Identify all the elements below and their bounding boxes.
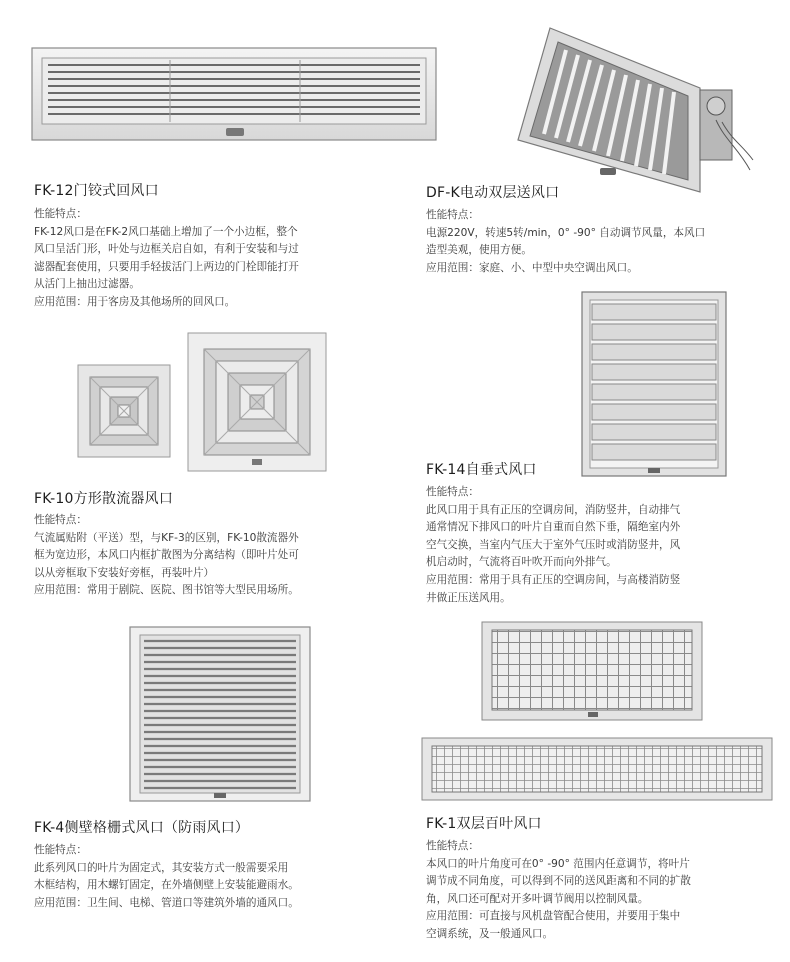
fk12-line: 应用范围：用于客房及其他场所的回风口。: [34, 295, 236, 308]
fk14-line: 应用范围：常用于具有正压的空调房间，与高楼消防竖: [426, 573, 681, 586]
fk10-line: 框为宽边形，本风口内框扩散图为分离结构（即叶片处可: [34, 549, 299, 562]
fk10-line: 气流属贴附（平送）型，与KF-3的区别，FK-10散流器外: [34, 531, 299, 544]
fk14-title: FK-14自垂式风口: [426, 462, 537, 478]
dfk-line: 电源220V，转速5转/min，0° -90° 自动调节风量，本风口: [426, 226, 706, 239]
fk14-line: 空气交换，当室内气压大于室外气压时或消防竖井，风: [426, 538, 681, 551]
fk14-line: 此风口用于具有正压的空调房间，消防竖井，自动排气: [426, 503, 681, 516]
fk12-line: 风口呈活门形，叶处与边框关启自如，有利于安装和与过: [34, 243, 299, 256]
fk10-description: [34, 512, 389, 600]
dfk-line: 性能特点：: [426, 209, 479, 221]
dfk-title: DF-K电动双层送风口: [426, 185, 560, 201]
fk1-line: 性能特点：: [426, 840, 479, 852]
fk12-title: FK-12门铰式回风口: [34, 183, 159, 199]
fk10-line: 应用范围：常用于剧院、医院、图书馆等大型民用场所。: [34, 584, 299, 597]
fk1-title: FK-1双层百叶风口: [426, 816, 542, 832]
fk1-description: [426, 838, 781, 944]
fk1-line: 角，风口还可配对开多叶调节阀用以控制风量。: [426, 892, 649, 905]
fk1-line: 本风口的叶片角度可在0° -90° 范围内任意调节，将叶片: [426, 857, 690, 870]
fk14-line: 通常情况下排风口的叶片自重而自然下垂，隔绝室内外: [426, 521, 681, 534]
fk4-photo: [128, 625, 313, 805]
fk14-line: 机启动时，气流将百叶吹开而向外排气。: [426, 556, 617, 569]
fk4-title: FK-4侧壁格栅式风口（防雨风口）: [34, 820, 250, 836]
fk12-photo: [30, 40, 440, 150]
fk10-title: FK-10方形散流器风口: [34, 491, 174, 507]
fk1-line: 应用范围：可直接与风机盘管配合使用，并要用于集中: [426, 910, 681, 923]
fk12-line: 滤器配套使用，只要用手轻拔活门上两边的门栓即能打开: [34, 260, 299, 273]
fk1-line: 调节成不同角度，可以得到不同的送风距离和不同的扩散: [426, 875, 691, 888]
fk14-photo: [580, 290, 730, 480]
dfk-line: 应用范围：家庭、小、中型中央空调出风口。: [426, 261, 638, 274]
fk4-description: [34, 842, 389, 912]
fk10-photo: [70, 325, 335, 475]
fk14-line: 井做正压送风用。: [426, 591, 511, 604]
fk4-line: 木框结构，用木螺钉固定，在外墙侧壁上安装能避雨水。: [34, 879, 299, 892]
dfk-photo: [510, 20, 755, 200]
dfk-line: 造型美观，使用方便。: [426, 244, 532, 257]
fk14-description: [426, 484, 781, 607]
dfk-description: [426, 207, 781, 277]
fk10-line: 以从旁框取下安装好旁框，再装叶片）: [34, 566, 215, 579]
fk12-line: 从活门上抽出过滤器。: [34, 278, 140, 291]
fk4-line: 性能特点：: [34, 844, 87, 856]
fk4-line: 应用范围：卫生间、电梯、管道口等建筑外墙的通风口。: [34, 896, 299, 909]
fk10-line: 性能特点：: [34, 514, 87, 526]
fk14-line: 性能特点：: [426, 486, 479, 498]
fk12-line: FK-12风口是在FK-2风口基础上增加了一个小边框，整个: [34, 225, 298, 238]
fk12-line: 性能特点：: [34, 208, 87, 220]
fk1-line: 空调系统，及一般通风口。: [426, 927, 554, 940]
fk4-line: 此系列风口的叶片为固定式，其安装方式一般需要采用: [34, 861, 289, 874]
fk12-description: [34, 206, 384, 312]
fk1-photo: [420, 620, 775, 805]
